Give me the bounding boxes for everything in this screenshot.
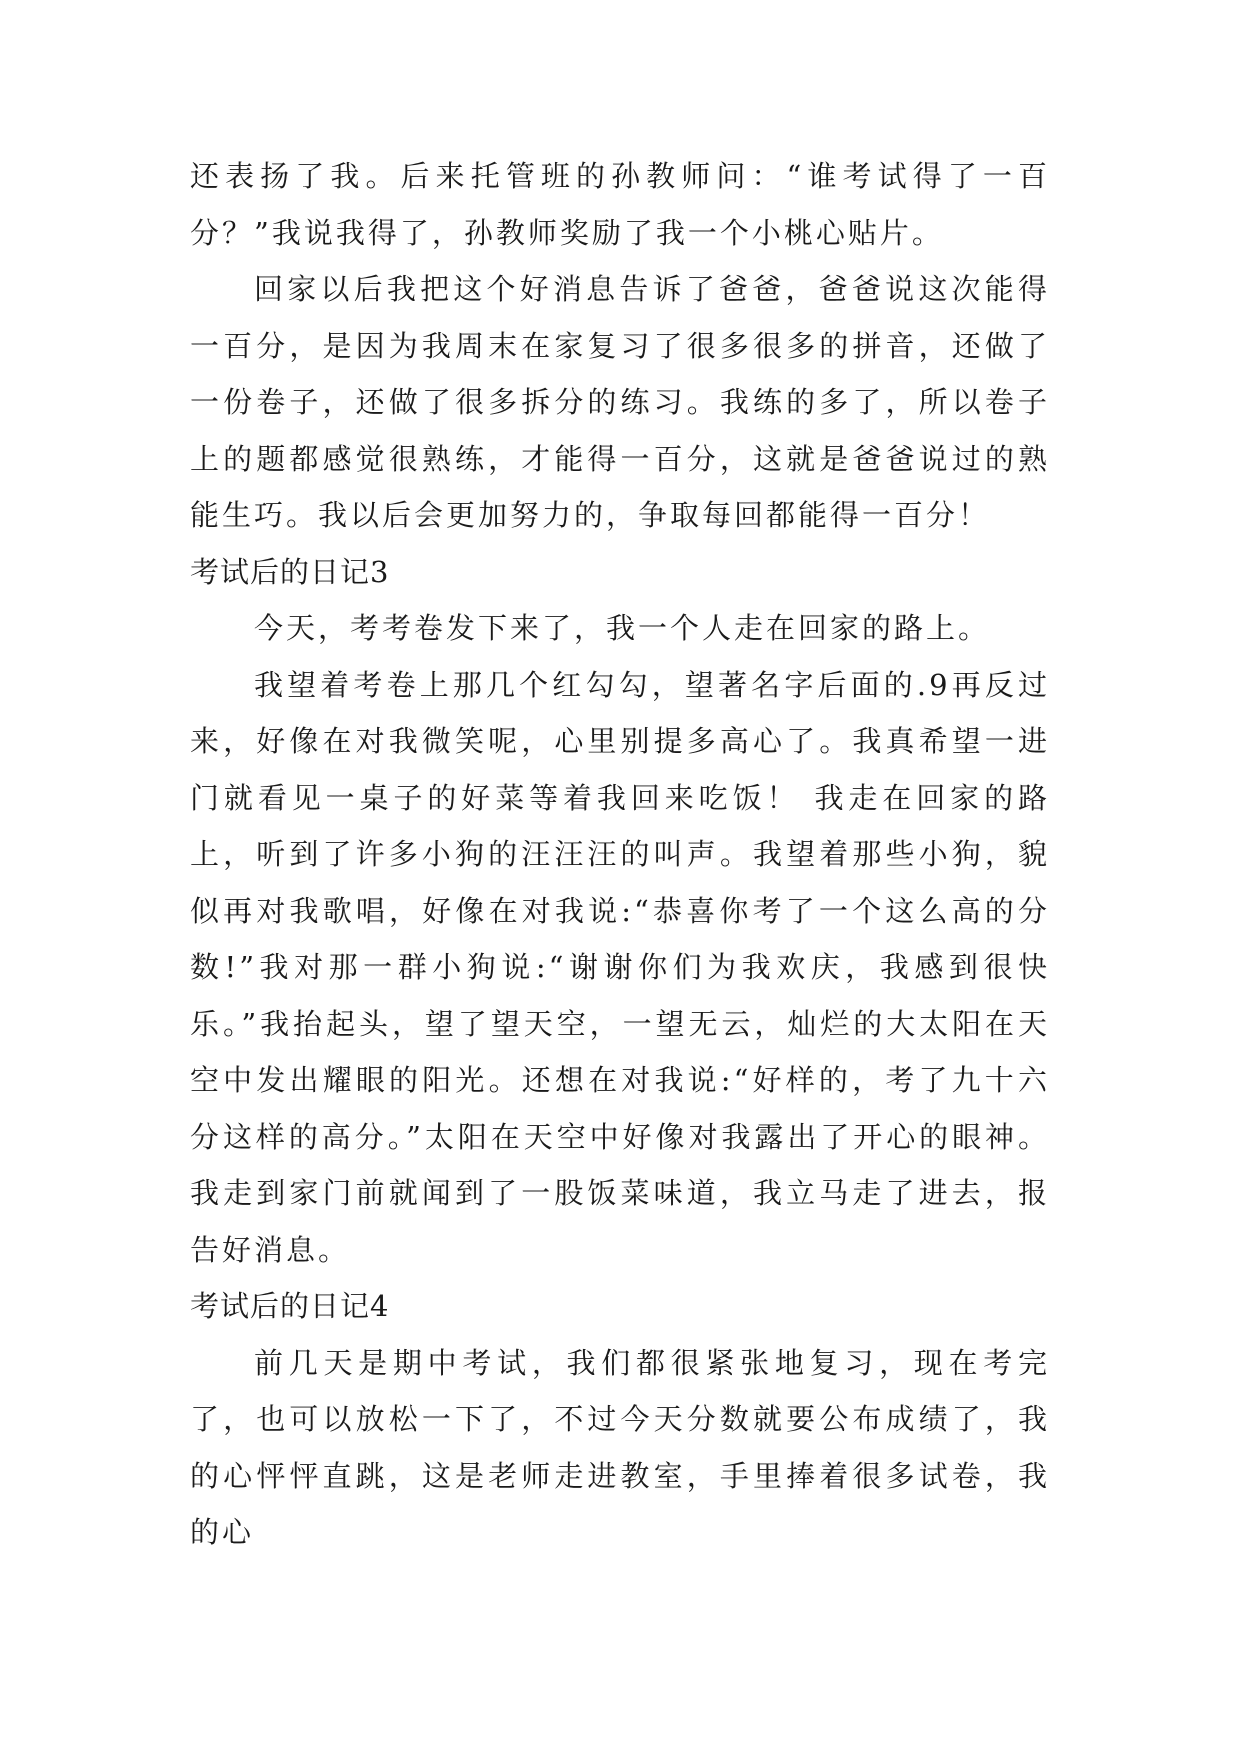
paragraph-4: 我望着考卷上那几个红勾勾，望著名字后面的.9再反过来，好像在对我微笑呢，心里别提多高心了。我真希望一进门就看见一桌子的好菜等着我回来吃饭！ 我走在回家的路上，听到了许多小狗的汪汪汪的叫声。我望着那些小狗，貌似再对我歌唱，好像在对我说:“恭喜你考了一个这么高的分数!”我对那一群小狗说:“谢谢你们为我欢庆，我感到很快乐。”我抬起头，望了望天空，一望无云，灿烂的大太阳在天空中发出耀眼的阳光。还想在对我说:“好样的，考了九十六分这样的高分。”太阳在天空中好像对我露出了开心的眼神。 我走到家门前就闻到了一股饭菜味道，我立马走了进去，报告好消息。 <box>190 667 1050 1267</box>
paragraph-2: 回家以后我把这个好消息告诉了爸爸，爸爸说这次能得一百分，是因为我周末在家复习了很多很多的拼音，还做了一份卷子，还做了很多拆分的练习。我练的多了，所以卷子上的题都感觉很熟练，才能得一百分，这就是爸爸说过的熟能生巧。我以后会更加努力的，争取每回都能得一百分！ <box>190 272 1050 532</box>
section-heading-3: 考试后的日记3 <box>190 554 390 589</box>
paragraph-1: 还表扬了我。后来托管班的孙教师问：“谁考试得了一百分？”我说我得了，孙教师奖励了我一个小桃心贴片。 <box>190 159 1050 250</box>
section-heading-4: 考试后的日记4 <box>190 1289 390 1323</box>
paragraph-3: 今天，考考卷发下来了，我一个人走在回家的路上。 <box>254 611 991 645</box>
document-body <box>190 148 1050 1561</box>
paragraph-5: 前几天是期中考试，我们都很紧张地复习，现在考完了，也可以放松一下了，不过今天分数就要公布成绩了，我的心怦怦直跳，这是老师走进教室，手里捧着很多试卷，我的心 <box>190 1345 1050 1549</box>
